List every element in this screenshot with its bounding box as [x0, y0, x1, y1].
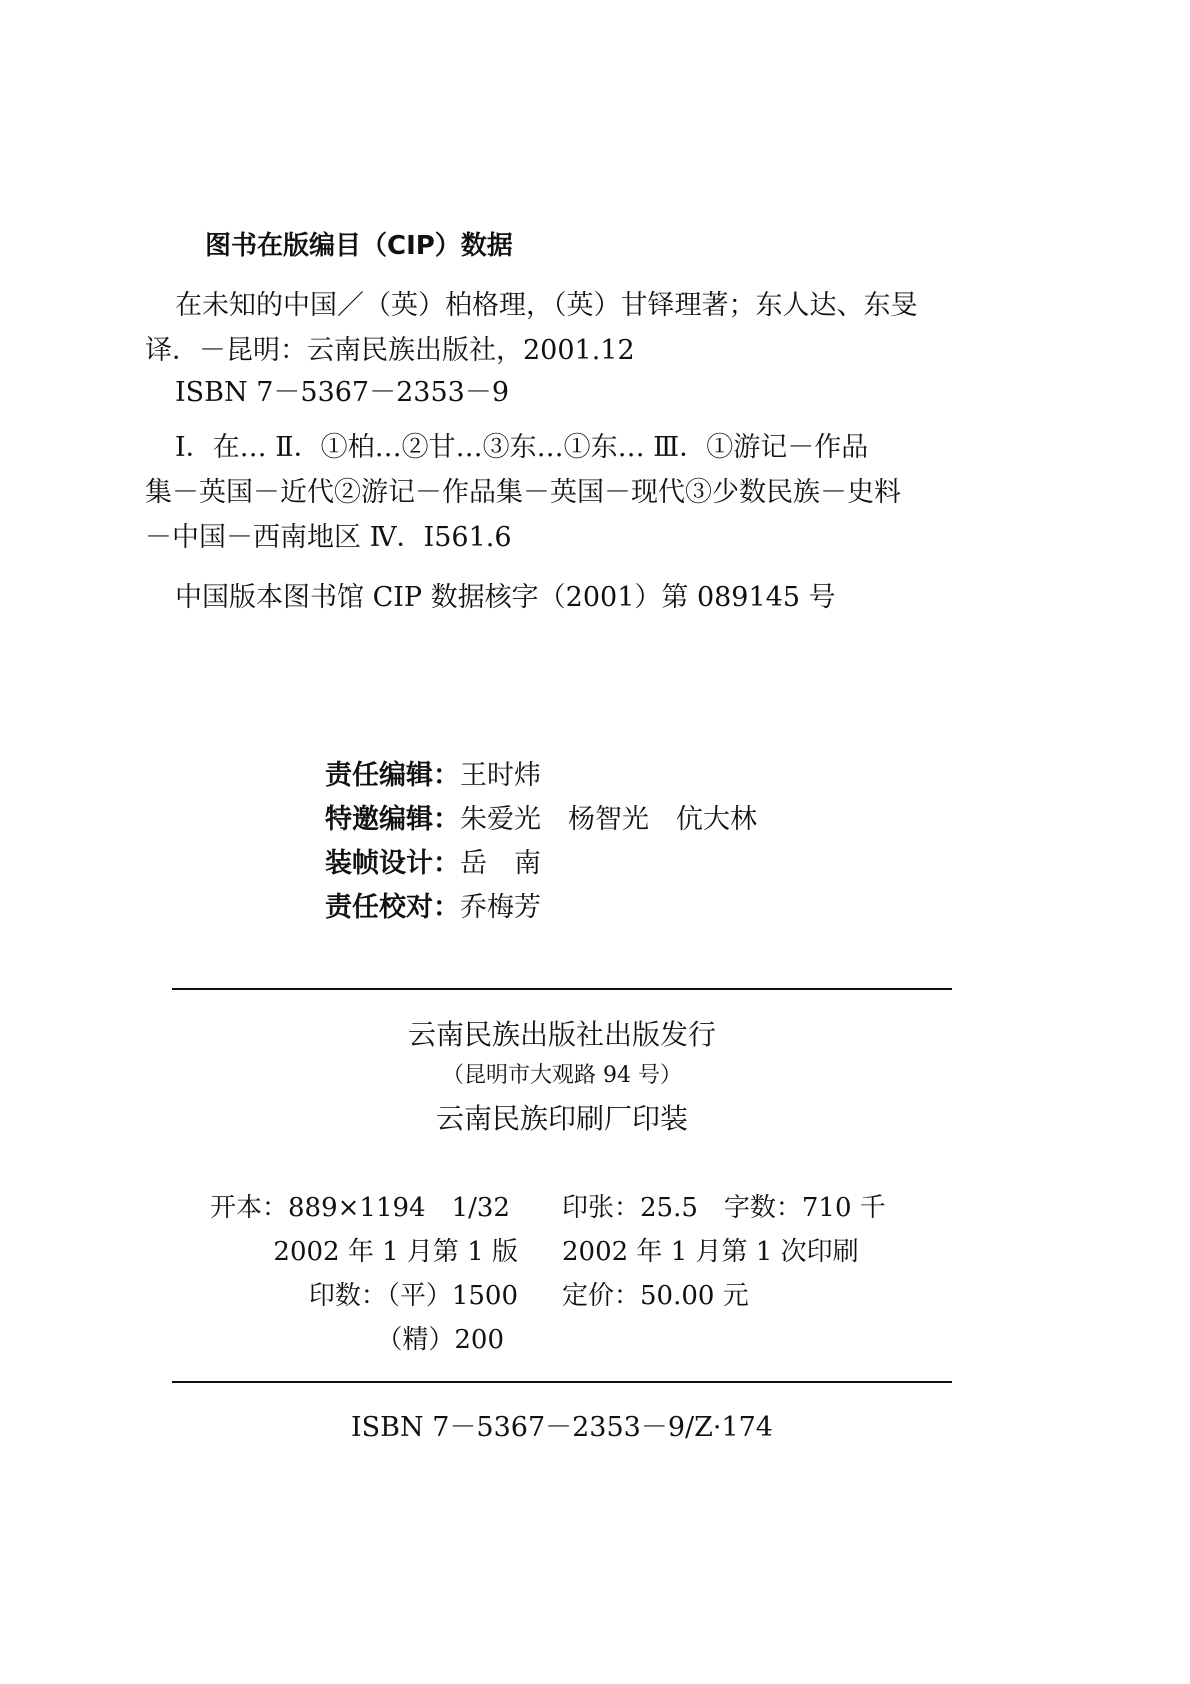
- cip-classification-line-3: －中国－西南地区 Ⅳ．I561.6: [145, 522, 512, 553]
- cip-title-line-2: 译．－昆明：云南民族出版社，2001.12: [145, 335, 635, 366]
- editor-role: 责任校对：: [325, 892, 460, 923]
- cip-isbn: ISBN 7－5367－2353－9: [175, 377, 509, 408]
- editor-name: 乔梅芳: [460, 892, 541, 923]
- editor-row: [325, 890, 541, 926]
- spec-copies-hardcover: （精）200: [376, 1325, 504, 1355]
- cip-title-line-1: 在未知的中国／（英）柏格理，（英）甘铎理著；东人达、东旻: [175, 290, 918, 321]
- spec-format: 开本：889×1194 1/32: [210, 1193, 510, 1223]
- editor-name: 岳 南: [460, 848, 541, 879]
- divider: [172, 988, 952, 990]
- spec-price: 定价：50.00 元: [562, 1281, 749, 1311]
- publisher-line: 云南民族出版社出版发行: [407, 1018, 716, 1051]
- cip-classification-line-1: Ⅰ．在… Ⅱ．①柏…②甘…③东…①东… Ⅲ．①游记－作品: [175, 432, 869, 463]
- cip-core-number: 中国版本图书馆 CIP 数据核字（2001）第 089145 号: [175, 582, 836, 613]
- printer-line: 云南民族印刷厂印装: [435, 1102, 688, 1135]
- editor-role: 特邀编辑：: [325, 804, 460, 835]
- footer-isbn: ISBN 7－5367－2353－9/Z·174: [351, 1412, 773, 1443]
- editor-row: [325, 846, 541, 882]
- editor-name: 王时炜: [460, 760, 541, 791]
- editor-row: [325, 802, 757, 838]
- spec-sheets-words: 印张：25.5 字数：710 千: [562, 1193, 886, 1223]
- publisher-address: （昆明市大观路 94 号）: [442, 1063, 682, 1088]
- editor-role: 责任编辑：: [325, 760, 460, 791]
- spec-printing: 2002 年 1 月第 1 次印刷: [562, 1237, 859, 1267]
- cip-classification-line-2: 集－英国－近代②游记－作品集－英国－现代③少数民族－史料: [145, 477, 901, 508]
- editor-role: 装帧设计：: [325, 848, 460, 879]
- spec-copies-paperback: 印数：（平）1500: [308, 1281, 518, 1311]
- spec-edition: 2002 年 1 月第 1 版: [273, 1237, 518, 1267]
- divider: [172, 1381, 952, 1383]
- editor-row: [325, 758, 541, 794]
- editor-name: 朱爱光 杨智光 伉大林: [460, 804, 757, 835]
- cip-heading: 图书在版编目（CIP）数据: [205, 231, 513, 261]
